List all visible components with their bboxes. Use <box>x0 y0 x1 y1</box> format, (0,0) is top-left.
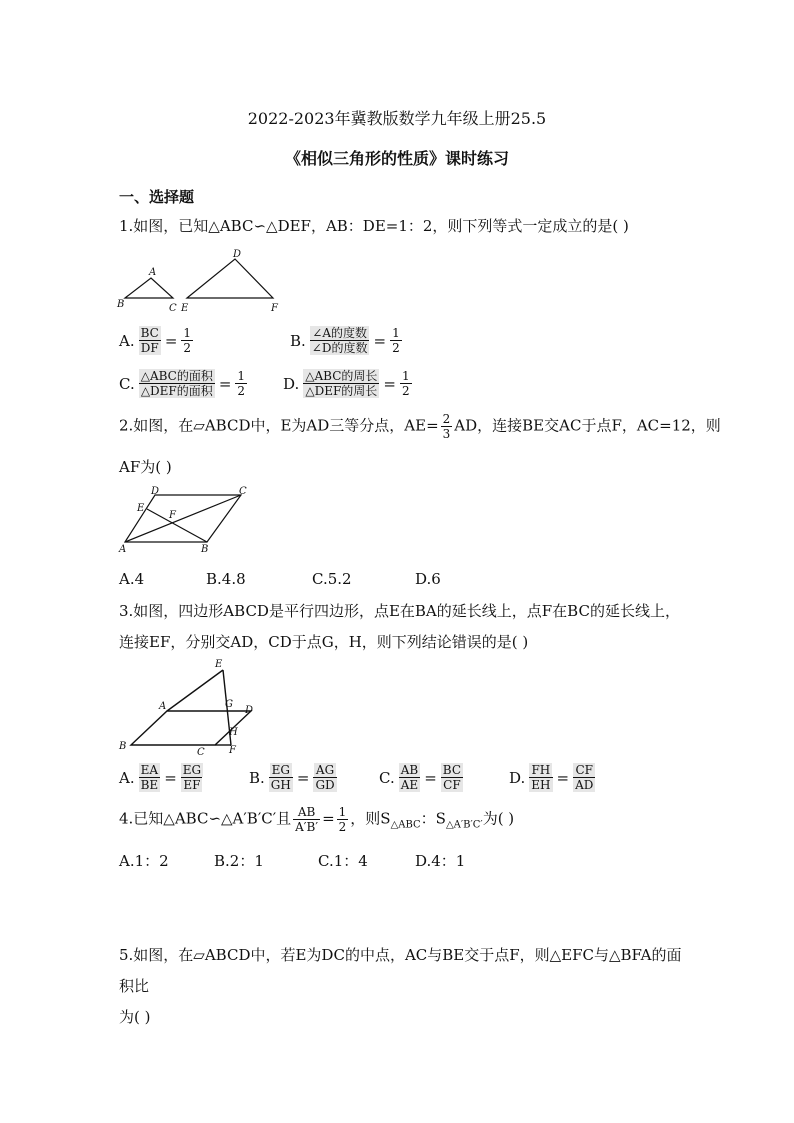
fig3-label-e: E <box>215 659 223 670</box>
fig2-label-b: B <box>201 544 209 555</box>
q3-option-b[interactable]: B. $\frac{EG}{GH}$ = $\frac{AG}{GD}$ <box>249 763 335 792</box>
fig3-label-c: C <box>197 747 205 758</box>
question-2-stem-cont: AF为( ) <box>119 458 172 476</box>
doc-title-line1: 2022-2023年冀教版数学九年级上册25.5 <box>247 109 547 128</box>
q4-option-a[interactable]: A.1：2 <box>119 852 169 870</box>
q4-option-c[interactable]: C.1：4 <box>318 852 368 870</box>
fig1-label-c: C <box>169 303 177 314</box>
question-2-stem: 2.如图，在▱ABCD中，E为AD三等分点，AE= $\frac{2}{3}$ AD，连接BE交AC于点F，AC=12，则 <box>119 412 721 441</box>
q1-option-b[interactable]: B. $\frac{\text{∠A的度数}}{\text{∠D的度数}}$ = $\frac{1}{2}$ <box>290 326 400 355</box>
option-letter: A. <box>119 331 135 350</box>
q1-option-a[interactable]: A. $\frac{BC}{DF}$ = $\frac{1}{2}$ <box>119 326 192 355</box>
q3-option-a[interactable]: A. $\frac{EA}{BE}$ = $\frac{EG}{EF}$ <box>119 763 202 792</box>
section-heading: 一、选择题 <box>119 188 195 206</box>
q3-option-d[interactable]: D. $\frac{FH}{EH}$ = $\frac{CF}{AD}$ <box>509 763 594 792</box>
question-5-stem: 5.如图，在▱ABCD中，若E为DC的中点，AC与BE交于点F，则△EFC与△BFA的面 <box>119 946 682 964</box>
option-letter: B. <box>290 331 306 350</box>
triangle-abc <box>125 278 173 298</box>
fig2-label-c: C <box>239 486 247 497</box>
q4-option-b[interactable]: B.2：1 <box>214 852 264 870</box>
triangle-def <box>187 259 273 298</box>
fig2-label-f: F <box>169 510 176 521</box>
fig3-label-h: H <box>229 727 238 738</box>
fig2-label-e: E <box>137 503 145 514</box>
question-5-stem-cont: 积比 <box>119 977 150 995</box>
q1-option-c[interactable]: C. $\frac{\text{△ABC的面积}}{\text{△DEF的面积}}$ = $\frac{1}{2}$ <box>119 369 246 398</box>
q2-option-b[interactable]: B.4.8 <box>206 570 246 588</box>
extension-ae <box>167 670 223 711</box>
segment-be <box>147 509 207 542</box>
option-letter: D. <box>283 374 300 393</box>
question-2-figure <box>115 485 260 557</box>
fig1-label-f: F <box>271 303 278 314</box>
fig2-label-d: D <box>151 486 160 497</box>
fig3-label-b: B <box>119 741 127 752</box>
fig1-label-d: D <box>233 249 242 260</box>
q2-option-c[interactable]: C.5.2 <box>312 570 352 588</box>
question-3-stem: 3.如图，四边形ABCD是平行四边形，点E在BA的延长线上，点F在BC的延长线上， <box>119 602 680 620</box>
q2-option-a[interactable]: A.4 <box>119 570 145 588</box>
fig3-label-g: G <box>225 699 233 710</box>
question-1-stem: 1.如图，已知△ABC∽△DEF，AB：DE=1：2，则下列等式一定成立的是( ) <box>119 217 629 235</box>
doc-title-line2: 《相似三角形的性质》课时练习 <box>284 149 509 168</box>
fig3-label-f: F <box>229 745 236 756</box>
fig2-label-a: A <box>119 544 127 555</box>
q3-option-c[interactable]: C. $\frac{AB}{AE}$ = $\frac{BC}{CF}$ <box>379 763 462 792</box>
option-letter: C. <box>119 374 135 393</box>
question-1-figure <box>115 245 285 317</box>
question-4-stem: 4.已知△ABC∽△A′B′C′且 $\frac{AB}{A'B'}$ = $\frac{1}{2}$ ，则$S_{\triangle ABC}$：$S_{\triangle A'B'C'}$为( ) <box>119 805 515 834</box>
fig3-label-a: A <box>159 701 167 712</box>
q2-option-d[interactable]: D.6 <box>415 570 441 588</box>
question-3-figure <box>115 655 260 758</box>
q4-option-d[interactable]: D.4：1 <box>415 852 466 870</box>
question-3-stem-cont: 连接EF，分别交AD，CD于点G，H，则下列结论错误的是( ) <box>119 633 529 651</box>
question-5-stem-end: 为( ) <box>119 1008 151 1026</box>
fig1-label-b: B <box>117 299 125 310</box>
fig3-label-d: D <box>245 705 254 716</box>
q1-option-d[interactable]: D. $\frac{\text{△ABC的周长}}{\text{△DEF的周长}}$ = $\frac{1}{2}$ <box>283 369 410 398</box>
fig1-label-e: E <box>181 303 189 314</box>
fig1-label-a: A <box>149 267 157 278</box>
